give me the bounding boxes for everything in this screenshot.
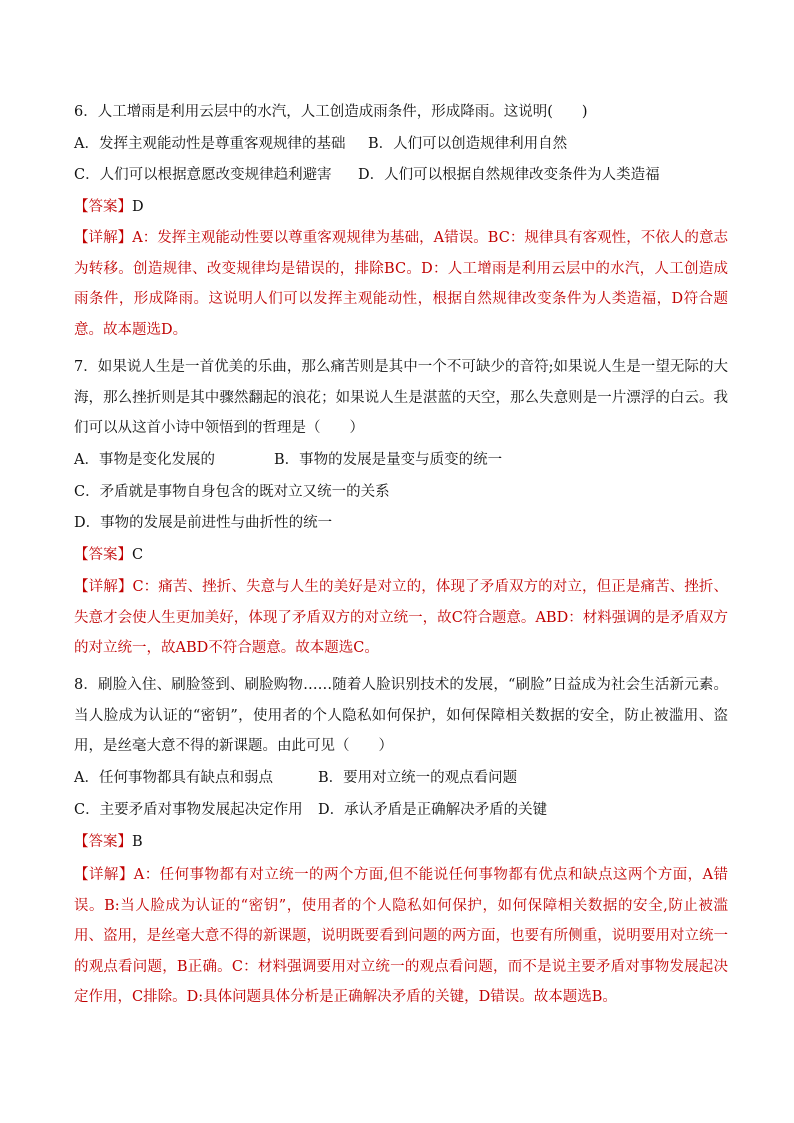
answer-value: C	[132, 547, 144, 563]
question-7-answer	[74, 544, 728, 566]
question-8-option-b: B．要用对立统一的观点看问题	[318, 770, 518, 786]
detail-text: C：痛苦、挫折、失意与人生的美好是对立的，体现了矛盾双方的对立，但正是痛苦、挫折、失意才会使人生更加美好，体现了矛盾双方的对立统一，故C符合题意。ABD：材料强调的是矛盾双方的对立统一，故ABD不符合题意。故本题选C。	[74, 579, 729, 656]
detail-tag: 【详解】	[74, 230, 133, 246]
question-8-option-d: D．承认矛盾是正确解决矛盾的关键	[318, 802, 548, 818]
question-8-answer	[74, 831, 728, 853]
detail-text: A：发挥主观能动性要以尊重客观规律为基础，A错误。BC：规律具有客观性，不依人的意志为转移。创造规律、改变规律均是错误的，排除BC。D：人工增雨是利用云层中的水汽，人工创造成雨条件，形成降雨。这说明人们可以发挥主观能动性，根据自然规律改变条件为人类造福，D符合题意。故本题选D。	[74, 230, 728, 338]
question-8-options-ab	[74, 767, 728, 789]
answer-value: B	[132, 834, 143, 850]
question-8-option-c: C．主要矛盾对事物发展起决定作用	[74, 802, 303, 818]
question-8-options-cd	[74, 799, 728, 821]
question-6-detail	[74, 223, 728, 345]
question-7-option-d: D．事物的发展是前进性与曲折性的统一	[74, 515, 333, 531]
question-7-options-ab	[74, 449, 728, 471]
answer-tag: 【答案】	[74, 834, 132, 850]
answer-tag: 【答案】	[74, 199, 132, 215]
question-6-option-a: A．发挥主观能动性是尊重客观规律的基础	[74, 136, 346, 152]
question-6-options-cd	[74, 164, 728, 186]
question-8-option-a: A．任何事物都具有缺点和弱点	[74, 770, 273, 786]
question-7-detail	[74, 572, 728, 664]
detail-text: A：任何事物都有对立统一的两个方面,但不能说任何事物都有优点和缺点这两个方面，A错误。B:当人脸成为认证的“密钥”，使用者的个人隐私如何保护，如何保障相关数据的安全,防止被滥用、盗用，是丝毫大意不得的新课题，说明既要看到问题的两方面，也要有所侧重，说明要用对立统一的观点看问题，B正确。C：材料强调要用对立统一的观点看问题，而不是说主要矛盾对事物发展起决定作用，C排除。D:具体问题具体分析是正确解决矛盾的关键，D错误。故本题选B。	[74, 867, 729, 1005]
question-7-stem: 7．如果说人生是一首优美的乐曲，那么痛苦则是其中一个不可缺少的音符;如果说人生是一望无际的大海，那么挫折则是其中骤然翻起的浪花；如果说人生是湛蓝的天空，那么失意则是一片漂浮的白云。我们可以从这首小诗中领悟到的哲理是（ ）	[74, 359, 728, 436]
question-6-option-d: D．人们可以根据自然规律改变条件为人类造福	[358, 167, 660, 183]
question-6-options-ab	[74, 133, 728, 155]
answer-tag: 【答案】	[74, 547, 132, 563]
question-7-option-c: C．矛盾就是事物自身包含的既对立又统一的关系	[74, 484, 390, 500]
answer-value: D	[132, 199, 144, 215]
question-7-option-b: B．事物的发展是量变与质变的统一	[274, 452, 503, 468]
question-6-answer	[74, 196, 728, 218]
question-7-option-a: A．事物是变化发展的	[74, 452, 215, 468]
question-6-option-b: B．人们可以创造规律利用自然	[368, 136, 568, 152]
question-6-option-c: C．人们可以根据意愿改变规律趋利避害	[74, 167, 332, 183]
question-6-stem: 6．人工增雨是利用云层中的水汽，人工创造成雨条件，形成降雨。这说明( )	[74, 104, 588, 120]
detail-tag: 【详解】	[74, 867, 134, 883]
question-8-stem: 8．刷脸入住、刷脸签到、刷脸购物……随着人脸识别技术的发展，“刷脸”日益成为社会生活新元素。当人脸成为认证的“密钥”，使用者的个人隐私如何保护，如何保障相关数据的安全，防止被滥用、盗用，是丝毫大意不得的新课题。由此可见（ ）	[74, 677, 728, 754]
question-8-detail	[74, 860, 728, 1013]
detail-tag: 【详解】	[74, 579, 133, 595]
